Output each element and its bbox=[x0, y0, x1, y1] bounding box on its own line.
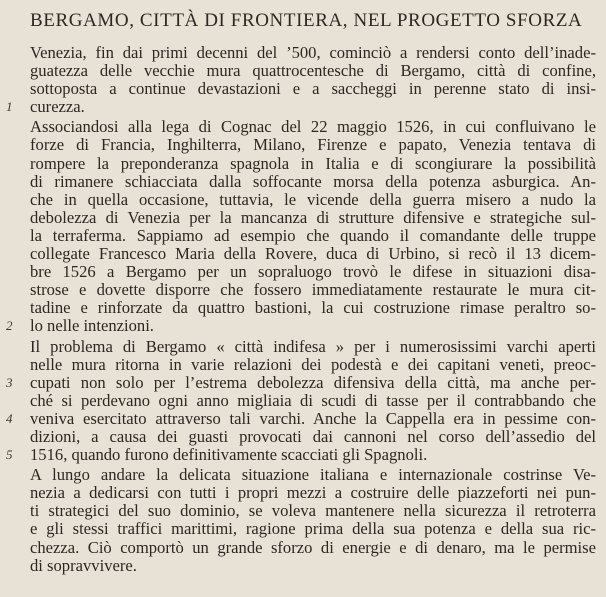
line-text: forze di Francia, Inghilterra, Milano, Firenze e papato, Venezia tentava di bbox=[30, 135, 596, 155]
text-line bbox=[30, 466, 596, 484]
margin-note-number: 2 bbox=[6, 318, 13, 334]
line-text: sottoposta a continue devastazioni e a saccheggi in perenne stato di insi- bbox=[30, 79, 596, 99]
line-text: dizioni, a causa dei guasti provocati dai cannoni nel corso dell’assedio del bbox=[30, 426, 596, 446]
line-text: ché si perdevano ogni anno migliaia di scudi di tasse per il contrabbando che bbox=[30, 390, 596, 410]
margin-note-number: 3 bbox=[6, 374, 13, 390]
line-text: A lungo andare la delicata situazione italiana e internazionale costrinse Ve- bbox=[30, 465, 596, 485]
paragraph bbox=[6, 336, 596, 465]
text-line bbox=[30, 281, 596, 299]
text-line bbox=[30, 80, 596, 98]
text-line bbox=[30, 539, 596, 557]
text-line bbox=[30, 245, 596, 263]
text-line bbox=[30, 392, 596, 410]
text-line bbox=[30, 356, 596, 374]
text-line bbox=[30, 209, 596, 227]
line-text: Il problema di Bergamo « città indifesa » per i numerosissimi varchi aperti bbox=[30, 336, 596, 356]
text-line bbox=[6, 408, 596, 428]
text-line bbox=[6, 316, 596, 336]
text-line bbox=[30, 191, 596, 209]
text-line bbox=[30, 155, 596, 173]
paragraph bbox=[6, 43, 596, 117]
text-line bbox=[30, 62, 596, 80]
text-line bbox=[6, 445, 596, 465]
margin-note-number: 1 bbox=[6, 99, 13, 115]
line-text: chezza. Ciò comportò un grande sforzo di energie e di denaro, ma le permise bbox=[30, 537, 596, 557]
paragraph bbox=[30, 466, 596, 575]
line-text: curezza. bbox=[30, 97, 85, 117]
line-text: nelle mura ritorna in varie relazioni dei podestà e dei capitani veneti, preoc- bbox=[30, 354, 596, 374]
line-text: debolezza di Venezia per la mancanza di strutture difensive e strategiche sul- bbox=[30, 207, 596, 227]
line-text: 1516, quando furono definitivamente scacciati gli Spagnoli. bbox=[30, 445, 428, 465]
line-text: la terraferma. Sappiamo ad esempio che quando il comandante delle truppe bbox=[30, 225, 596, 245]
line-text: e gli stessi traffici marittimi, ragione prima della sua potenza e della sua ric- bbox=[30, 519, 596, 539]
line-text: che in quella occasione, tuttavia, le vicende della guerra misero a nudo la bbox=[30, 189, 596, 209]
line-text: tadine e rinforzate da quattro bastioni, la cui costruzione rimase peraltro so- bbox=[30, 298, 596, 318]
text-line bbox=[30, 173, 596, 191]
text-line bbox=[6, 97, 596, 117]
line-text: ti strategici del suo dominio, se voleva mantenere nella sicurezza il retroterra bbox=[30, 501, 596, 521]
text-line bbox=[30, 263, 596, 281]
line-text: Associandosi alla lega di Cognac del 22 maggio 1526, in cui confluivano le bbox=[30, 117, 596, 137]
margin-note-number: 4 bbox=[6, 410, 13, 426]
line-text: di rimanere schiacciata dalla soffocante morsa della potenza asburgica. An- bbox=[30, 171, 596, 191]
text-line bbox=[30, 227, 596, 245]
line-text: collegate Francesco Maria della Rovere, duca di Urbino, si recò il 13 dicem- bbox=[30, 244, 596, 264]
line-text: cupati non solo per l’estrema debolezza difensiva della città, ma anche per- bbox=[30, 372, 596, 392]
text-line bbox=[30, 484, 596, 502]
text-line bbox=[30, 557, 596, 575]
line-text: guatezza delle vecchie mura quattrocentesche di Bergamo, città di confine, bbox=[30, 61, 596, 81]
text-line bbox=[30, 299, 596, 317]
text-line bbox=[30, 520, 596, 538]
text-line bbox=[30, 338, 596, 356]
text-line bbox=[30, 502, 596, 520]
line-text: Venezia, fin dai primi decenni del ’500, cominciò a rendersi conto dell’inade- bbox=[30, 43, 596, 62]
text-line bbox=[30, 44, 596, 62]
line-text: veniva esercitato attraverso tali varchi. Anche la Cappella era in pessime con- bbox=[30, 408, 596, 428]
line-text: strose e dovette disporre che fossero immediatamente restaurate le mura cit- bbox=[30, 280, 596, 300]
document-body bbox=[6, 43, 596, 575]
page-title: BERGAMO, CITTÀ DI FRONTIERA, NEL PROGETTO SFORZA bbox=[30, 10, 583, 31]
margin-note-number: 5 bbox=[6, 447, 13, 463]
text-line bbox=[6, 372, 596, 392]
line-text: di sopravvivere. bbox=[30, 555, 137, 575]
line-text: lo nelle intenzioni. bbox=[30, 316, 154, 336]
text-line bbox=[30, 428, 596, 446]
text-line bbox=[30, 136, 596, 154]
line-text: nezia a dedicarsi con tutti i propri mezzi a costruire delle piazzeforti nei pun- bbox=[30, 483, 596, 503]
line-text: rompere la preponderanza spagnola in Italia e di scongiurare la possibilità bbox=[30, 153, 596, 173]
text-line bbox=[30, 118, 596, 136]
paragraph bbox=[6, 117, 596, 336]
line-text: bre 1526 a Bergamo per un sopraluogo trovò le difese in situazioni disa- bbox=[30, 262, 596, 282]
